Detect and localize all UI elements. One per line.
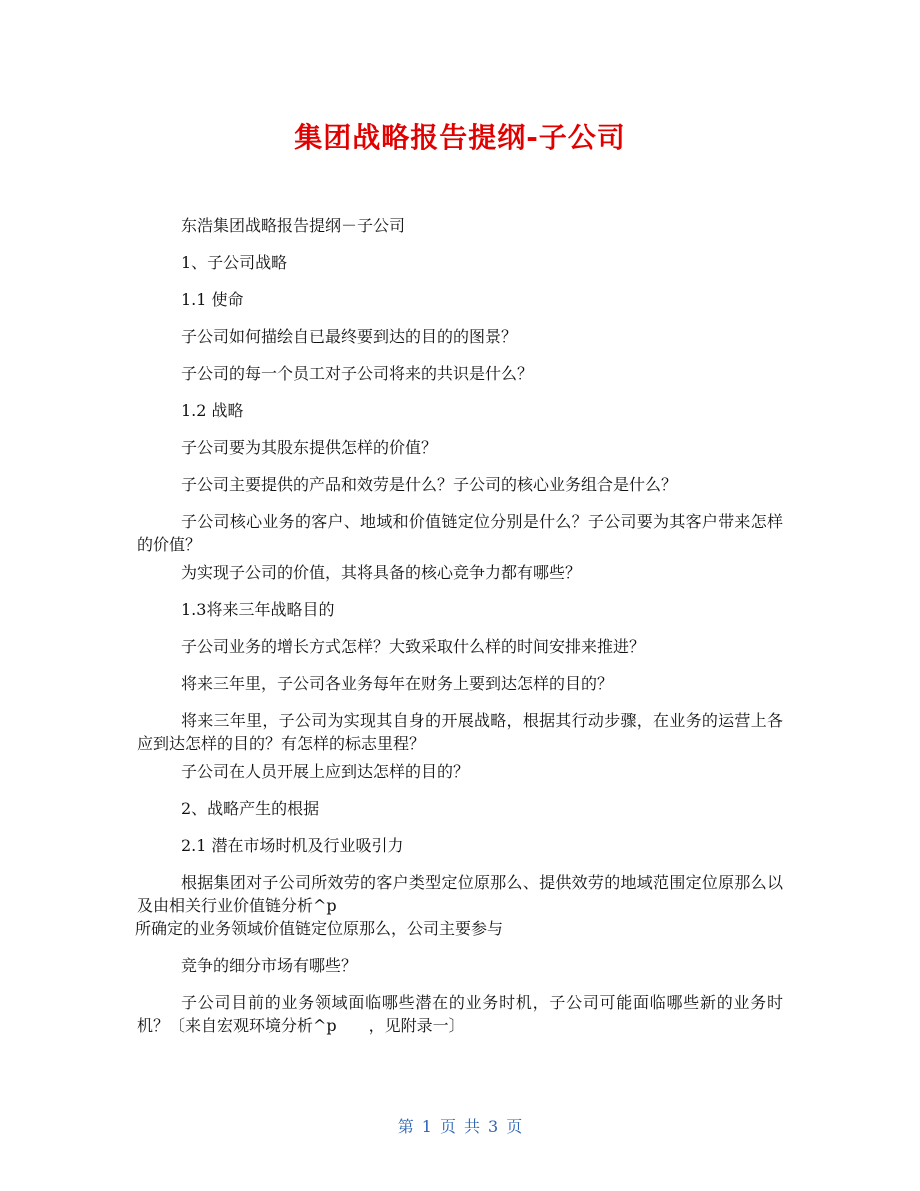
paragraph: 所确定的业务领域价值链定位原那么，公司主要参与 <box>135 919 504 938</box>
document-title: 集团战略报告提纲-子公司 <box>294 121 626 154</box>
subsection-heading: 2.1 潜在市场时机及行业吸引力 <box>181 836 404 855</box>
subsection-heading: 1.3将来三年战略目的 <box>181 600 335 619</box>
paragraph: 子公司目前的业务领域面临哪些潜在的业务时机，子公司可能面临哪些新的业务时机？〔来自宏观环境分析^p ，见附录一〕 <box>137 993 783 1035</box>
paragraph: 子公司的每一个员工对子公司将来的共识是什么？ <box>181 364 534 383</box>
document-body <box>137 214 783 1042</box>
paragraph: 东浩集团战略报告提纲－子公司 <box>181 216 406 235</box>
paragraph: 子公司业务的增长方式怎样？大致采取什么样的时间安排来推进？ <box>181 637 646 656</box>
page-number: 1 <box>421 1117 432 1136</box>
paragraph: 根据集团对子公司所效劳的客户类型定位原那么、提供效劳的地域范围定位原那么以及由相关行业价值链分析^p <box>137 873 783 915</box>
paragraph: 将来三年里，子公司各业务每年在财务上要到达怎样的目的？ <box>181 674 614 693</box>
subsection-heading: 1.1 使命 <box>181 290 244 309</box>
paragraph: 子公司要为其股东提供怎样的价值？ <box>181 438 438 457</box>
paragraph: 子公司主要提供的产品和效劳是什么？子公司的核心业务组合是什么？ <box>181 475 678 494</box>
total-unit: 页 <box>506 1117 523 1136</box>
paragraph: 将来三年里，子公司为实现其自身的开展战略，根据其行动步骤，在业务的运营上各应到达怎样的目的？有怎样的标志里程？ <box>137 711 783 753</box>
paragraph: 竞争的细分市场有哪些？ <box>181 956 358 975</box>
page-label: 第 <box>397 1117 414 1136</box>
paragraph: 子公司在人员开展上应到达怎样的目的？ <box>181 762 470 781</box>
total-label: 共 <box>464 1117 481 1136</box>
paragraph: 子公司如何描绘自已最终要到达的目的的图景？ <box>181 327 518 346</box>
paragraph: 为实现子公司的价值，其将具备的核心竞争力都有哪些？ <box>181 563 582 582</box>
section-heading: 1、子公司战略 <box>181 253 288 272</box>
page-footer <box>0 1114 920 1137</box>
section-heading: 2、战略产生的根据 <box>181 799 320 818</box>
subsection-heading: 1.2 战略 <box>181 401 244 420</box>
total-pages: 3 <box>488 1117 499 1136</box>
page-unit: 页 <box>439 1117 456 1136</box>
paragraph: 子公司核心业务的客户、地域和价值链定位分别是什么？子公司要为其客户带来怎样的价值？ <box>137 512 783 554</box>
